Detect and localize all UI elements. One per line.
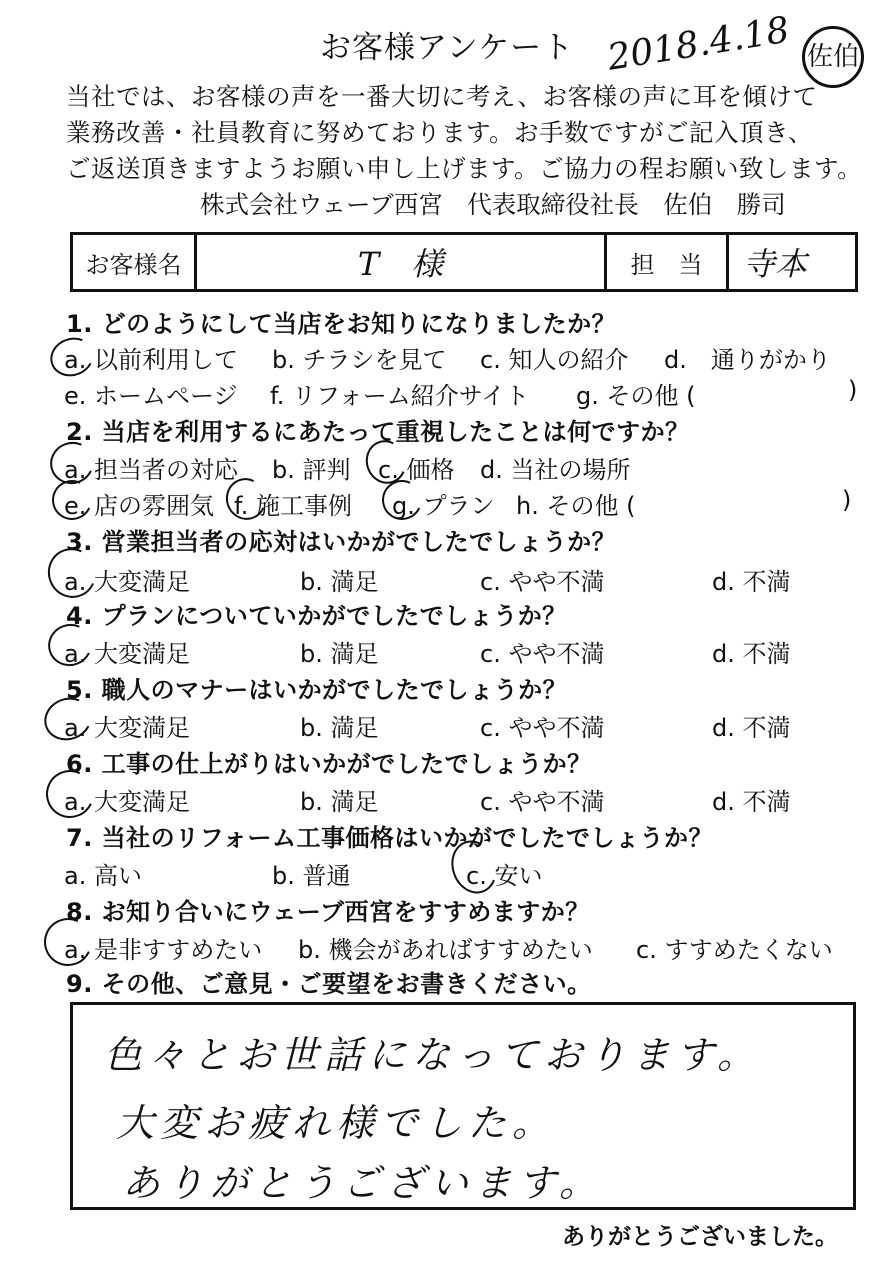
q1-option-g-close: ) xyxy=(848,376,858,404)
q2-option-g: g. プラン xyxy=(392,492,495,520)
comment-line-2: 大変お疲れ様でした。 xyxy=(116,1101,557,1145)
question-1: 1. どのようにして当店をお知りになりましたか？ xyxy=(66,310,617,338)
staff-value: 寺本 xyxy=(743,245,808,283)
q3-option-a: a. 大変満足 xyxy=(64,568,190,596)
handwritten-date: 2018.4.18 xyxy=(604,9,793,79)
comment-line-3: ありがとうございます。 xyxy=(122,1161,603,1205)
question-2: 2. 当店を利用するにあたって重視したことは何ですか？ xyxy=(66,418,690,446)
q1-option-c: c. 知人の紹介 xyxy=(480,346,629,374)
q8-option-b: b. 機会があればすすめたい xyxy=(298,936,593,964)
q4-option-b: b. 満足 xyxy=(300,640,379,668)
company-signature: 株式会社ウェーブ西宮 代表取締役社長 佐伯 勝司 xyxy=(200,190,786,219)
q2-option-e: e. 店の雰囲気 xyxy=(64,492,215,520)
q2-option-h: h. その他 ( xyxy=(516,492,636,520)
q7-option-a: a. 高い xyxy=(64,862,142,890)
q6-option-b: b. 満足 xyxy=(300,788,379,816)
q2-option-c: c. 価格 xyxy=(378,456,455,484)
q6-option-c: c. やや不満 xyxy=(480,788,605,816)
q5-option-d: d. 不満 xyxy=(712,714,791,742)
question-6: 6. 工事の仕上がりはいかがでしたでしょうか？ xyxy=(66,750,592,778)
q4-option-d: d. 不満 xyxy=(712,640,791,668)
q6-option-a: a. 大変満足 xyxy=(64,788,190,816)
q2-option-b: b. 評判 xyxy=(272,456,351,484)
q2-option-h-close: ) xyxy=(842,486,852,514)
q4-option-a: a. 大変満足 xyxy=(64,640,190,668)
thanks-text: ありがとうございました。 xyxy=(562,1224,838,1250)
q4-option-c: c. やや不満 xyxy=(480,640,605,668)
intro-line-3: ご返送頂きますようお願い申し上げます。ご協力の程お願い致します。 xyxy=(66,154,863,183)
customer-name-label: お客様名 xyxy=(73,235,197,289)
q7-option-c: c. 安い xyxy=(466,862,543,890)
question-5: 5. 職人のマナーはいかがでしたでしょうか？ xyxy=(66,676,568,704)
q2-option-a: a. 担当者の対応 xyxy=(64,456,238,484)
q2-option-d: d. 当社の場所 xyxy=(480,456,631,484)
q2-option-f: f. 施工事例 xyxy=(234,492,352,520)
question-8: 8. お知り合いにウェーブ西宮をすすめますか？ xyxy=(66,898,590,926)
q5-option-b: b. 満足 xyxy=(300,714,379,742)
q3-option-c: c. やや不満 xyxy=(480,568,605,596)
survey-title: お客様アンケート xyxy=(320,30,575,66)
q8-option-c: c. すすめたくない xyxy=(636,936,833,964)
q1-option-f: f. リフォーム紹介サイト xyxy=(270,382,530,410)
q1-option-a: a. 以前利用して xyxy=(64,346,238,374)
seal-stamp: 佐伯 xyxy=(802,26,864,88)
q1-option-e: e. ホームページ xyxy=(64,382,238,410)
q7-option-b: b. 普通 xyxy=(272,862,351,890)
q3-option-b: b. 満足 xyxy=(300,568,379,596)
question-3: 3. 営業担当者の応対はいかがでしたでしょうか？ xyxy=(66,528,617,556)
q8-option-a: a. 是非すすめたい xyxy=(64,936,263,964)
q6-option-d: d. 不満 xyxy=(712,788,791,816)
q1-option-d: d. 通りがかり xyxy=(664,346,831,374)
staff-label: 担 当 xyxy=(607,235,729,289)
q5-option-c: c. やや不満 xyxy=(480,714,605,742)
intro-line-2: 業務改善・社員教育に努めております。お手数ですがご記入頂き、 xyxy=(66,118,814,147)
question-7: 7. 当社のリフォーム工事価格はいかがでしたでしょうか？ xyxy=(66,824,713,852)
q5-option-a: a. 大変満足 xyxy=(64,714,190,742)
comment-line-1: 色々とお世話になっております。 xyxy=(104,1033,761,1077)
intro-line-1: 当社では、お客様の声を一番大切に考え、お客様の声に耳を傾けて xyxy=(66,82,818,111)
q3-option-d: d. 不満 xyxy=(712,568,791,596)
question-4: 4. プランについていかがでしたでしょうか？ xyxy=(66,602,567,630)
question-9: 9. その他、ご意見・ご要望をお書きください。 xyxy=(66,970,592,998)
customer-info-box xyxy=(70,232,858,292)
q1-option-g: g. その他 ( xyxy=(576,382,696,410)
q1-option-b: b. チラシを見て xyxy=(272,346,447,374)
customer-name-value: T 様 xyxy=(197,235,607,289)
